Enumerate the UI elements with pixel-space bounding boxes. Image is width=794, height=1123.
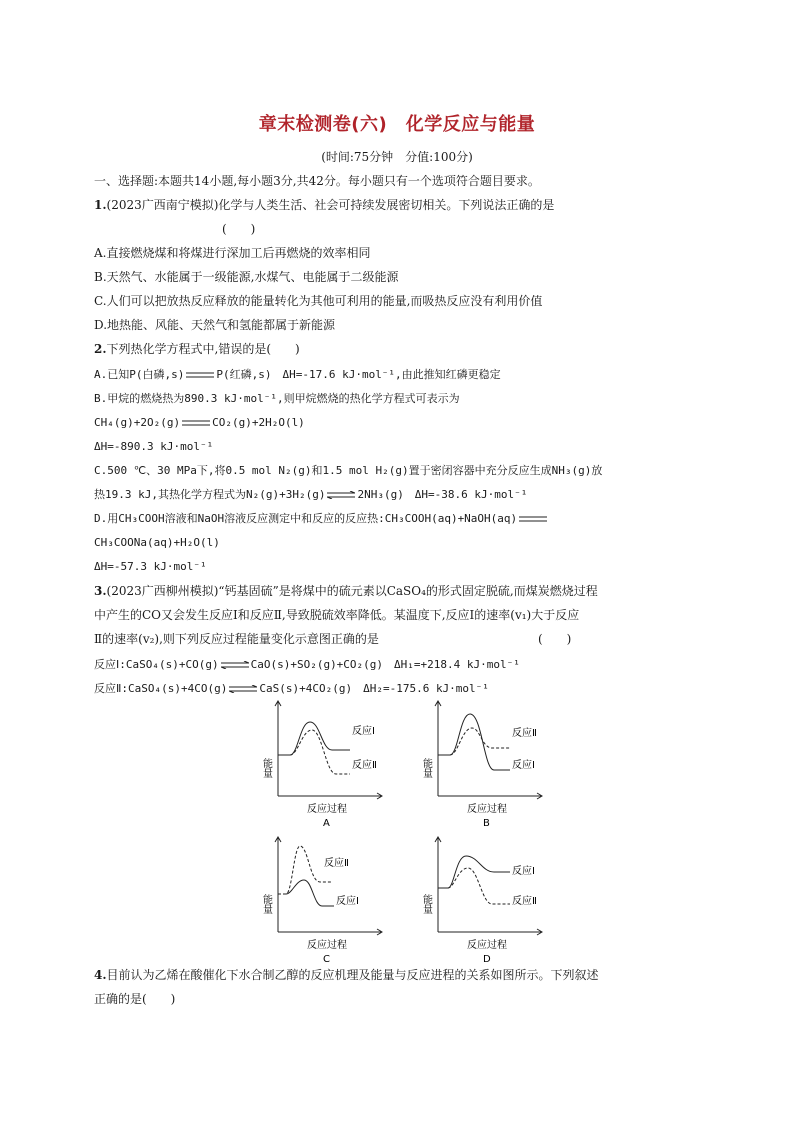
option-b: B.天然气、水能属于一级能源,水煤气、电能属于二级能源 bbox=[94, 270, 399, 284]
option-a-right: P(红磷,s) ΔH=-17.6 kJ·mol⁻¹,由此推知红磷更稳定 bbox=[216, 368, 501, 381]
question-3-line3: Ⅱ的速率(v₂),则下列反应过程能量变化示意图正确的是 bbox=[94, 632, 379, 646]
answer-paren: ( ) bbox=[538, 632, 572, 646]
x-axis-label: 反应过程 bbox=[467, 940, 507, 951]
curve-label: 反应Ⅰ bbox=[336, 896, 359, 907]
question-3-line1 bbox=[94, 582, 598, 600]
reaction-2 bbox=[94, 680, 489, 698]
question-1-stem bbox=[94, 196, 554, 214]
option-a-left: A.已知P(白磷,s) bbox=[94, 368, 185, 381]
curve-label: 反应Ⅰ bbox=[352, 726, 375, 737]
graph-letter: D bbox=[483, 954, 491, 962]
curve-label: 反应Ⅰ bbox=[512, 760, 535, 771]
reversible-arrow-icon bbox=[327, 491, 355, 499]
option-d: D.地热能、风能、天然气和氢能都属于新能源 bbox=[94, 318, 336, 332]
question-number: 2. bbox=[94, 342, 107, 356]
y-axis-label: 能量 bbox=[260, 758, 272, 778]
curve-label: 反应Ⅱ bbox=[512, 896, 537, 907]
section-heading: 一、选择题:本题共14小题,每小题3分,共42分。每小题只有一个选项符合题目要求。 bbox=[94, 174, 540, 188]
question-3-line2: 中产生的CO又会发生反应Ⅰ和反应Ⅱ,导致脱硫效率降低。某温度下,反应Ⅰ的速率(v₁)大于反应 bbox=[94, 608, 580, 622]
reaction-2-left: 反应Ⅱ:CaSO₄(s)+4CO(g) bbox=[94, 682, 228, 695]
graph-letter: A bbox=[323, 818, 330, 829]
equal-sign-icon bbox=[182, 420, 210, 426]
option-c-line1: C.500 ℃、30 MPa下,将0.5 mol N₂(g)和1.5 mol H₂(g)置于密闭容器中充分反应生成NH₃(g)放 bbox=[94, 464, 603, 477]
reversible-arrow-icon bbox=[221, 661, 249, 669]
question-text: (2023广西南宁模拟)化学与人类生活、社会可持续发展密切相关。下列说法正确的是 bbox=[106, 198, 555, 212]
curve-reaction-1 bbox=[438, 714, 510, 770]
reaction-1-left: 反应Ⅰ:CaSO₄(s)+CO(g) bbox=[94, 658, 219, 671]
option-c: C.人们可以把放热反应释放的能量转化为其他可利用的能量,而吸热反应没有利用价值 bbox=[94, 294, 543, 308]
option-a: A.直接燃烧煤和将煤进行深加工后再燃烧的效率相同 bbox=[94, 246, 371, 260]
option-b-line1: B.甲烷的燃烧热为890.3 kJ·mol⁻¹,则甲烷燃烧的热化学方程式可表示为 bbox=[94, 392, 460, 405]
question-text: 下列热化学方程式中,错误的是( ) bbox=[106, 342, 300, 356]
question-number: 4. bbox=[94, 968, 107, 982]
curve-reaction-1 bbox=[286, 880, 334, 906]
question-text: (2023广西柳州模拟)“钙基固硫”是将煤中的硫元素以CaSO₄的形式固定脱硫,而煤炭燃烧过程 bbox=[106, 584, 598, 598]
reaction-2-right: CaS(s)+4CO₂(g) ΔH₂=-175.6 kJ·mol⁻¹ bbox=[259, 682, 489, 695]
graph-b bbox=[421, 701, 543, 829]
question-number: 3. bbox=[94, 584, 107, 598]
question-text: 目前认为乙烯在酸催化下水合制乙醇的反应机理及能量与反应进程的关系如图所示。下列叙述 bbox=[106, 968, 599, 982]
curve-reaction-2 bbox=[448, 868, 510, 904]
option-c-line2 bbox=[94, 486, 527, 504]
graph-letter: C bbox=[323, 954, 330, 962]
x-axis-label: 反应过程 bbox=[467, 804, 507, 815]
option-a bbox=[94, 366, 501, 384]
equation-left: D.用CH₃COOH溶液和NaOH溶液反应测定中和反应的反应热:CH₃COOH(aq)+NaOH(aq) bbox=[94, 512, 518, 525]
equilibrium-equal-sign-icon bbox=[186, 372, 214, 378]
equation-right: CO₂(g)+2H₂O(l) bbox=[212, 416, 305, 429]
reaction-1 bbox=[94, 656, 520, 674]
option-d-line2: CH₃COONa(aq)+H₂O(l) bbox=[94, 536, 220, 549]
graph-a bbox=[261, 701, 383, 829]
x-axis-label: 反应过程 bbox=[307, 940, 347, 951]
question-number: 1. bbox=[94, 198, 107, 212]
equation-left: 热19.3 kJ,其热化学方程式为N₂(g)+3H₂(g) bbox=[94, 488, 326, 501]
question-4-line1 bbox=[94, 966, 599, 984]
answer-paren: ( ) bbox=[222, 222, 256, 236]
energy-diagrams bbox=[250, 700, 570, 962]
y-axis-label: 能量 bbox=[260, 894, 272, 914]
curve-label: 反应Ⅰ bbox=[512, 866, 535, 877]
reversible-arrow-icon bbox=[229, 685, 257, 693]
question-2-stem bbox=[94, 340, 300, 358]
graph-d bbox=[421, 837, 543, 962]
curve-reaction-2 bbox=[278, 846, 332, 894]
reaction-1-right: CaO(s)+SO₂(g)+CO₂(g) ΔH₁=+218.4 kJ·mol⁻¹ bbox=[250, 658, 520, 671]
question-4-line2: 正确的是( ) bbox=[94, 992, 176, 1006]
option-d-line1 bbox=[94, 510, 549, 528]
curve-label: 反应Ⅱ bbox=[324, 858, 349, 869]
equal-sign-icon bbox=[519, 516, 547, 522]
curve-reaction-2 bbox=[290, 730, 350, 774]
curve-label: 反应Ⅱ bbox=[352, 760, 377, 771]
option-b-line2 bbox=[94, 414, 305, 432]
equation-right: 2NH₃(g) ΔH=-38.6 kJ·mol⁻¹ bbox=[357, 488, 528, 501]
option-b-line3: ΔH=-890.3 kJ·mol⁻¹ bbox=[94, 440, 214, 453]
page-title: 章末检测卷(六) 化学反应与能量 bbox=[258, 114, 536, 135]
y-axis-label: 能量 bbox=[420, 894, 432, 914]
curve-label: 反应Ⅱ bbox=[512, 728, 537, 739]
y-axis-label: 能量 bbox=[420, 758, 432, 778]
exam-info: (时间:75分钟 分值:100分) bbox=[321, 150, 473, 164]
equation-left: CH₄(g)+2O₂(g) bbox=[94, 416, 181, 429]
option-d-line3: ΔH=-57.3 kJ·mol⁻¹ bbox=[94, 560, 207, 573]
graph-c bbox=[261, 837, 383, 962]
graph-letter: B bbox=[483, 818, 490, 829]
x-axis-label: 反应过程 bbox=[307, 804, 347, 815]
curve-reaction-1 bbox=[278, 722, 350, 755]
